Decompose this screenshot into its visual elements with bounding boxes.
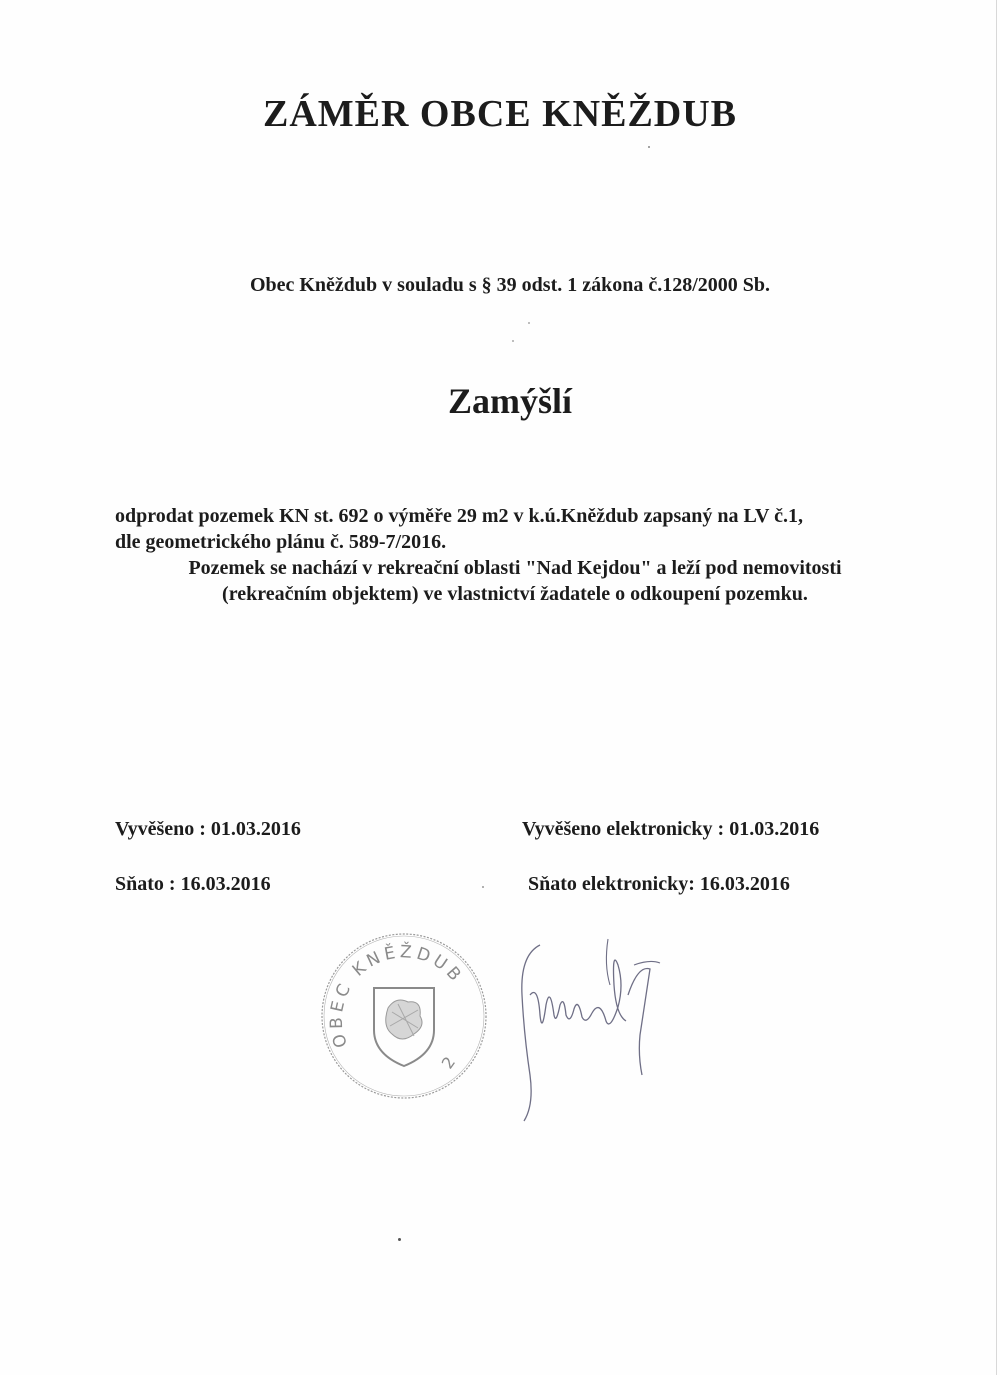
scan-speck [528, 322, 530, 324]
removed-date: Sňato : 16.03.2016 [115, 873, 271, 895]
stamp-number: 2 [437, 1053, 460, 1073]
removed-electronic-date: Sňato elektronicky: 16.03.2016 [528, 873, 790, 895]
intent-body [115, 503, 915, 607]
posted-electronic-date: Vyvěšeno elektronicky : 01.03.2016 [522, 818, 820, 840]
body-line: Pozemek se nachází v rekreační oblasti "Nad Kejdou" a leží pod nemovitosti [188, 557, 842, 579]
intro-statement: Obec Kněždub v souladu s § 39 odst. 1 zákona č.128/2000 Sb. [249, 274, 771, 296]
scan-edge-line [996, 0, 997, 1375]
coat-of-arms-icon [374, 988, 434, 1066]
scan-speck [512, 340, 514, 342]
body-line: odprodat pozemek KN st. 692 o výměře 29 m2 v k.ú.Kněždub zapsaný na LV č.1, [115, 505, 804, 527]
handwritten-signature [500, 925, 680, 1125]
posted-date: Vyvěšeno : 01.03.2016 [115, 818, 301, 840]
body-line: (rekreačním objektem) ve vlastnictví žadatele o odkoupení pozemku. [222, 583, 808, 605]
body-line: dle geometrického plánu č. 589-7/2016. [115, 531, 447, 553]
document-title: ZÁMĚR OBCE KNĚŽDUB [262, 93, 738, 135]
municipal-stamp [318, 930, 490, 1102]
scan-speck [648, 146, 650, 148]
scan-speck [398, 1238, 401, 1241]
intent-heading: Zamýšlí [447, 381, 572, 421]
stamp-text-path: OBEC KNĚŽDUB [326, 942, 468, 1050]
scan-speck [482, 886, 484, 888]
